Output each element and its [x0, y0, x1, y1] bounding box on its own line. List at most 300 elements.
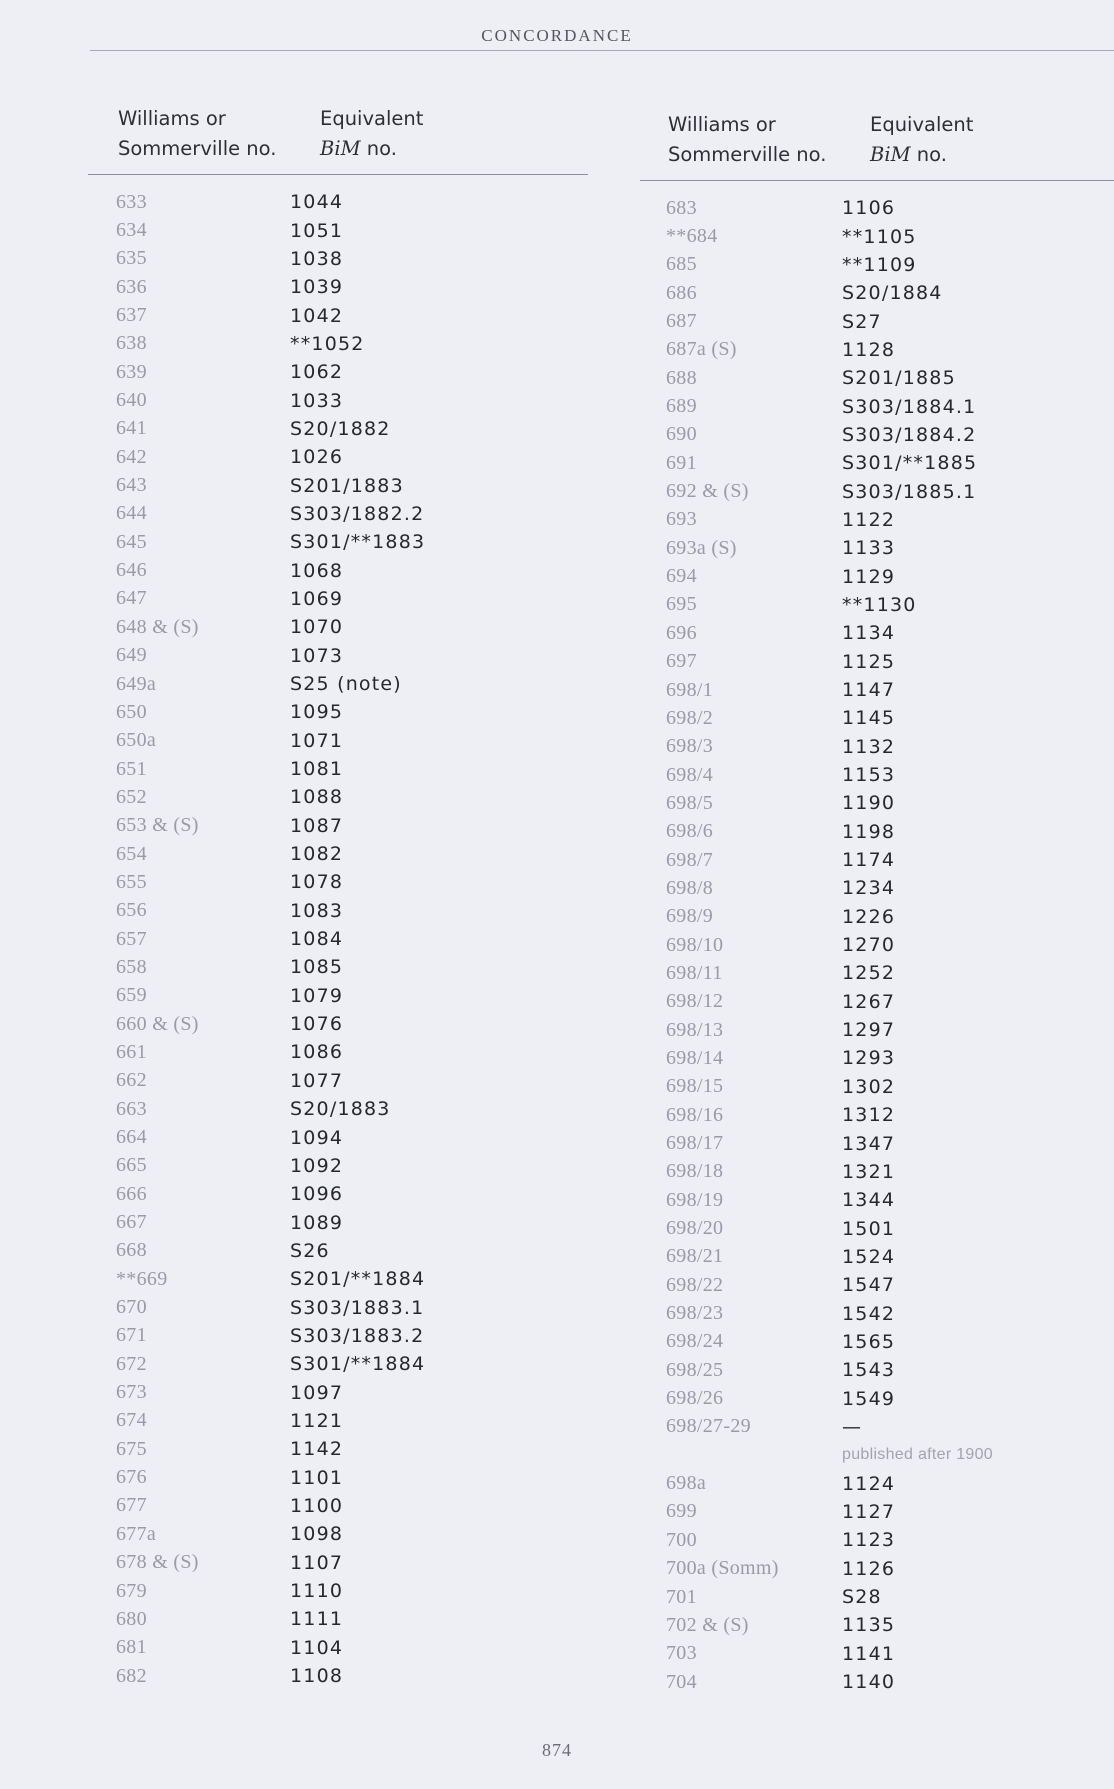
concordance-row — [640, 477, 1114, 505]
concordance-row — [88, 1577, 588, 1605]
williams-number: 651 — [116, 757, 147, 780]
concordance-row — [88, 1492, 588, 1520]
williams-number: 685 — [666, 253, 697, 276]
williams-number: 701 — [666, 1585, 697, 1608]
bim-number: 1039 — [290, 276, 344, 299]
concordance-row — [640, 506, 1114, 534]
bim-number: 1094 — [290, 1126, 344, 1149]
williams-number: 703 — [666, 1642, 697, 1665]
williams-number: 657 — [116, 927, 147, 950]
bim-number: S301/**1884 — [290, 1353, 426, 1376]
bim-number: 1108 — [290, 1665, 344, 1688]
concordance-row — [88, 1322, 588, 1350]
williams-number: 644 — [116, 502, 147, 525]
concordance-row — [88, 386, 588, 414]
williams-number: 654 — [116, 842, 147, 865]
williams-number: 698/22 — [666, 1273, 724, 1296]
williams-number: 698/1 — [666, 678, 714, 701]
concordance-row — [88, 953, 588, 981]
concordance-row — [640, 1129, 1114, 1157]
bim-number: 1190 — [842, 792, 896, 815]
williams-number: 694 — [666, 565, 697, 588]
williams-number: 692 & (S) — [666, 480, 749, 503]
concordance-row — [640, 648, 1114, 676]
bim-number: 1068 — [290, 559, 344, 582]
williams-number: 687a (S) — [666, 338, 737, 361]
bim-number: 1141 — [842, 1642, 896, 1665]
williams-number: 666 — [116, 1182, 147, 1205]
williams-number: 671 — [116, 1324, 147, 1347]
bim-number: 1142 — [290, 1438, 344, 1461]
williams-number: 693a (S) — [666, 536, 737, 559]
left-column — [88, 104, 588, 1690]
page-number: 874 — [542, 1740, 572, 1760]
williams-number: 637 — [116, 304, 147, 327]
left-rows — [88, 188, 588, 1690]
bim-number: 1133 — [842, 537, 896, 560]
bim-number: 1071 — [290, 729, 344, 752]
williams-number: 677 — [116, 1494, 147, 1517]
williams-number: 700a (Somm) — [666, 1557, 779, 1580]
bim-number: 1076 — [290, 1013, 344, 1036]
concordance-row — [88, 783, 588, 811]
williams-number: 686 — [666, 281, 697, 304]
bim-number: S303/1885.1 — [842, 480, 977, 503]
williams-number: 681 — [116, 1636, 147, 1659]
bim-number: 1101 — [290, 1466, 344, 1489]
williams-number: 661 — [116, 1040, 147, 1063]
williams-number: 649 — [116, 644, 147, 667]
bim-number: 1153 — [842, 764, 896, 787]
concordance-note — [640, 1441, 1114, 1469]
concordance-row — [640, 1158, 1114, 1186]
williams-number: 700 — [666, 1528, 697, 1551]
concordance-row — [640, 449, 1114, 477]
bim-number: 1234 — [842, 877, 896, 900]
concordance-row — [88, 188, 588, 216]
williams-number: 698a — [666, 1472, 707, 1495]
concordance-row — [640, 1044, 1114, 1072]
williams-number: 687 — [666, 310, 697, 333]
concordance-row — [88, 868, 588, 896]
williams-number: 698/24 — [666, 1330, 724, 1353]
williams-number: 662 — [116, 1069, 147, 1092]
williams-number: 698/23 — [666, 1302, 724, 1325]
bim-number: 1124 — [842, 1472, 896, 1495]
williams-number: 646 — [116, 559, 147, 582]
concordance-row — [88, 1265, 588, 1293]
williams-number: 670 — [116, 1296, 147, 1319]
williams-number: 673 — [116, 1381, 147, 1404]
bim-number: 1082 — [290, 843, 344, 866]
williams-header-line1: Williams or — [118, 107, 226, 130]
concordance-row — [88, 1067, 588, 1095]
concordance-row — [640, 1101, 1114, 1129]
concordance-row — [88, 1293, 588, 1321]
bim-number: 1501 — [842, 1217, 896, 1240]
williams-number: 691 — [666, 451, 697, 474]
concordance-row — [88, 1634, 588, 1662]
bim-number: 1302 — [842, 1075, 896, 1098]
williams-number: 698/4 — [666, 763, 714, 786]
williams-number: 698/9 — [666, 905, 714, 928]
bim-number: S201/**1884 — [290, 1268, 426, 1291]
bim-number: 1123 — [842, 1529, 896, 1552]
concordance-row — [88, 982, 588, 1010]
concordance-row — [88, 1605, 588, 1633]
williams-number: **669 — [116, 1267, 168, 1290]
bim-number: 1081 — [290, 758, 344, 781]
concordance-row — [88, 642, 588, 670]
bim-number: 1086 — [290, 1041, 344, 1064]
bim-number: 1096 — [290, 1183, 344, 1206]
williams-number: 678 & (S) — [116, 1551, 199, 1574]
bim-number: 1565 — [842, 1330, 896, 1353]
williams-number: 667 — [116, 1211, 147, 1234]
concordance-row — [88, 925, 588, 953]
bim-number: 1347 — [842, 1132, 896, 1155]
right-column — [640, 110, 1114, 1696]
williams-number: 702 & (S) — [666, 1613, 749, 1636]
concordance-row — [88, 812, 588, 840]
concordance-row — [88, 840, 588, 868]
bim-number: S201/1883 — [290, 474, 404, 497]
williams-number: 649a — [116, 672, 157, 695]
bim-number: 1079 — [290, 984, 344, 1007]
bim-number: 1198 — [842, 820, 896, 843]
williams-number: 698/16 — [666, 1103, 724, 1126]
concordance-row — [88, 585, 588, 613]
bim-number: 1069 — [290, 587, 344, 610]
concordance-row — [640, 421, 1114, 449]
concordance-row — [640, 307, 1114, 335]
bim-number: 1104 — [290, 1636, 344, 1659]
bim-number: S303/1883.1 — [290, 1296, 425, 1319]
bim-number: S26 — [290, 1239, 330, 1262]
concordance-row — [88, 1152, 588, 1180]
bim-number: 1070 — [290, 616, 344, 639]
right-rows — [640, 194, 1114, 1696]
bim-number: S303/1883.2 — [290, 1324, 425, 1347]
bim-number: S303/1882.2 — [290, 502, 425, 525]
williams-number: 682 — [116, 1664, 147, 1687]
williams-number: **684 — [666, 225, 718, 248]
williams-header-line2: Sommerville no. — [668, 143, 827, 166]
williams-header-line2: Sommerville no. — [118, 137, 277, 160]
bim-header-suffix: no. — [910, 143, 947, 166]
bim-number: 1042 — [290, 304, 344, 327]
concordance-row — [640, 1328, 1114, 1356]
williams-number: 650 — [116, 700, 147, 723]
williams-number: 698/7 — [666, 848, 714, 871]
concordance-row — [88, 1520, 588, 1548]
concordance-row — [88, 556, 588, 584]
bim-number: 1132 — [842, 735, 896, 758]
concordance-row — [640, 1555, 1114, 1583]
concordance-row — [88, 301, 588, 329]
bim-number: **1109 — [842, 253, 917, 276]
bim-number: **1105 — [842, 225, 917, 248]
bim-number: 1226 — [842, 905, 896, 928]
bim-number: 1087 — [290, 814, 344, 837]
concordance-row — [88, 1378, 588, 1406]
bim-number: **1130 — [842, 593, 917, 616]
bim-number: S301/**1883 — [290, 531, 426, 554]
bim-number: 1083 — [290, 899, 344, 922]
williams-number: 636 — [116, 275, 147, 298]
concordance-row — [88, 1463, 588, 1491]
concordance-row — [88, 1237, 588, 1265]
bim-number: 1321 — [842, 1160, 896, 1183]
williams-number: 698/18 — [666, 1160, 724, 1183]
bim-number: 1312 — [842, 1104, 896, 1127]
williams-number: 697 — [666, 650, 697, 673]
williams-number: 683 — [666, 196, 697, 219]
williams-number: 668 — [116, 1239, 147, 1262]
bim-number: 1110 — [290, 1580, 344, 1603]
left-column-header — [88, 104, 588, 164]
bim-number: 1297 — [842, 1019, 896, 1042]
bim-number: 1085 — [290, 956, 344, 979]
concordance-row — [88, 1095, 588, 1123]
williams-number: 698/10 — [666, 933, 724, 956]
williams-header — [88, 104, 320, 164]
bim-number: 1088 — [290, 786, 344, 809]
bim-number: 1128 — [842, 338, 896, 361]
williams-number: 645 — [116, 530, 147, 553]
concordance-row — [640, 931, 1114, 959]
concordance-row — [640, 988, 1114, 1016]
concordance-row — [640, 591, 1114, 619]
concordance-row — [88, 1010, 588, 1038]
bim-number: S27 — [842, 310, 882, 333]
concordance-row — [640, 619, 1114, 647]
bim-number: S25 (note) — [290, 673, 402, 696]
concordance-row — [640, 1243, 1114, 1271]
williams-number: 648 & (S) — [116, 615, 199, 638]
concordance-row — [88, 1549, 588, 1577]
bim-number: 1267 — [842, 990, 896, 1013]
bim-header-italic: BiM — [320, 137, 361, 160]
concordance-row — [640, 1356, 1114, 1384]
bim-number: 1293 — [842, 1047, 896, 1070]
concordance-row — [640, 846, 1114, 874]
bim-number: **1052 — [290, 332, 365, 355]
bim-number: 1062 — [290, 361, 344, 384]
concordance-row — [88, 727, 588, 755]
williams-number: 650a — [116, 729, 157, 752]
bim-number: 1543 — [842, 1359, 896, 1382]
concordance-row — [88, 1123, 588, 1151]
bim-number: S303/1884.2 — [842, 423, 977, 446]
williams-number: 698/15 — [666, 1075, 724, 1098]
concordance-row — [88, 1350, 588, 1378]
concordance-row — [640, 874, 1114, 902]
williams-number: 698/20 — [666, 1217, 724, 1240]
running-head-rule — [90, 50, 1114, 51]
concordance-row — [640, 1271, 1114, 1299]
williams-number: 698/14 — [666, 1046, 724, 1069]
concordance-row — [640, 279, 1114, 307]
williams-number: 674 — [116, 1409, 147, 1432]
concordance-row — [88, 330, 588, 358]
bim-number: 1089 — [290, 1211, 344, 1234]
williams-number: 638 — [116, 332, 147, 355]
bim-header-suffix: no. — [360, 137, 397, 160]
running-head: CONCORDANCE — [481, 26, 633, 45]
bim-header-line2 — [320, 134, 588, 164]
williams-number: 680 — [116, 1607, 147, 1630]
concordance-row — [640, 562, 1114, 590]
bim-number: 1033 — [290, 389, 344, 412]
concordance-row — [88, 1435, 588, 1463]
concordance-row — [640, 818, 1114, 846]
williams-number: 698/5 — [666, 791, 714, 814]
bim-number: 1051 — [290, 219, 344, 242]
concordance-row — [88, 415, 588, 443]
williams-number: 641 — [116, 417, 147, 440]
bim-number: 1106 — [842, 197, 896, 220]
concordance-row — [88, 755, 588, 783]
bim-number: 1252 — [842, 962, 896, 985]
concordance-row — [88, 698, 588, 726]
williams-number: 676 — [116, 1466, 147, 1489]
williams-number: 665 — [116, 1154, 147, 1177]
williams-number: 698/13 — [666, 1018, 724, 1041]
concordance-row — [88, 443, 588, 471]
bim-number: 1127 — [842, 1500, 896, 1523]
williams-number: 640 — [116, 389, 147, 412]
concordance-row — [640, 959, 1114, 987]
bim-number: 1073 — [290, 644, 344, 667]
bim-number: 1147 — [842, 679, 896, 702]
williams-number: 698/21 — [666, 1245, 724, 1268]
bim-number: 1092 — [290, 1154, 344, 1177]
bim-number: 1097 — [290, 1381, 344, 1404]
williams-number: 698/17 — [666, 1132, 724, 1155]
concordance-row — [640, 1186, 1114, 1214]
bim-number: 1126 — [842, 1557, 896, 1580]
bim-number: 1078 — [290, 871, 344, 894]
williams-number: 698/8 — [666, 876, 714, 899]
concordance-row — [640, 1469, 1114, 1497]
concordance-row — [88, 613, 588, 641]
bim-header-line2 — [870, 140, 1114, 170]
concordance-row — [640, 1384, 1114, 1412]
williams-number: 635 — [116, 247, 147, 270]
williams-number: 698/6 — [666, 820, 714, 843]
williams-number: 698/27-29 — [666, 1415, 751, 1438]
williams-number: 698/26 — [666, 1387, 724, 1410]
bim-number: 1270 — [842, 934, 896, 957]
concordance-row — [640, 676, 1114, 704]
bim-number: 1095 — [290, 701, 344, 724]
williams-number: 633 — [116, 190, 147, 213]
bim-number: 1542 — [842, 1302, 896, 1325]
bim-number: 1145 — [842, 707, 896, 730]
concordance-row — [640, 761, 1114, 789]
concordance-row — [640, 1611, 1114, 1639]
bim-number: 1107 — [290, 1551, 344, 1574]
concordance-row — [640, 1583, 1114, 1611]
bim-number: 1121 — [290, 1409, 344, 1432]
bim-number: S303/1884.1 — [842, 395, 977, 418]
bim-number: S201/1885 — [842, 367, 956, 390]
concordance-row — [88, 358, 588, 386]
williams-number: 652 — [116, 785, 147, 808]
bim-number: 1134 — [842, 622, 896, 645]
bim-number: 1111 — [290, 1608, 344, 1631]
williams-number: 698/25 — [666, 1358, 724, 1381]
bim-number: 1547 — [842, 1274, 896, 1297]
bim-number: 1038 — [290, 247, 344, 270]
williams-number: 663 — [116, 1097, 147, 1120]
concordance-row — [88, 1662, 588, 1690]
williams-number: 647 — [116, 587, 147, 610]
bim-number: 1549 — [842, 1387, 896, 1410]
bim-number: S20/1884 — [842, 282, 943, 305]
bim-number: 1135 — [842, 1614, 896, 1637]
williams-number: 642 — [116, 445, 147, 468]
concordance-row — [640, 733, 1114, 761]
bim-header-line1: Equivalent — [870, 113, 974, 136]
bim-number: 1044 — [290, 191, 344, 214]
bim-number: 1122 — [842, 508, 896, 531]
concordance-row — [88, 1038, 588, 1066]
concordance-row — [640, 789, 1114, 817]
bim-number: 1084 — [290, 928, 344, 951]
left-header-rule — [88, 174, 588, 175]
williams-number: 634 — [116, 219, 147, 242]
right-header-rule — [640, 180, 1114, 181]
williams-header — [640, 110, 870, 170]
bim-number: S20/1883 — [290, 1098, 391, 1121]
concordance-row — [640, 1413, 1114, 1441]
concordance-row — [640, 1526, 1114, 1554]
concordance-row — [640, 704, 1114, 732]
williams-number: 698/12 — [666, 990, 724, 1013]
concordance-row — [640, 1299, 1114, 1327]
williams-number: 698/19 — [666, 1188, 724, 1211]
williams-number: 679 — [116, 1579, 147, 1602]
concordance-row — [640, 1640, 1114, 1668]
concordance-row — [640, 1668, 1114, 1696]
bim-number: 1125 — [842, 650, 896, 673]
bim-number: S28 — [842, 1586, 882, 1609]
concordance-row — [640, 336, 1114, 364]
williams-number: 689 — [666, 395, 697, 418]
williams-number: 699 — [666, 1500, 697, 1523]
concordance-row — [88, 216, 588, 244]
concordance-row — [640, 251, 1114, 279]
williams-number: 639 — [116, 360, 147, 383]
concordance-row — [640, 903, 1114, 931]
concordance-row — [640, 1214, 1114, 1242]
williams-number: 675 — [116, 1437, 147, 1460]
williams-number: 656 — [116, 899, 147, 922]
concordance-row — [640, 1073, 1114, 1101]
williams-number: 704 — [666, 1670, 697, 1693]
concordance-row — [88, 897, 588, 925]
concordance-row — [640, 364, 1114, 392]
bim-header-italic: BiM — [870, 143, 911, 166]
williams-number: 693 — [666, 508, 697, 531]
concordance-row — [640, 534, 1114, 562]
williams-number: 658 — [116, 955, 147, 978]
williams-number: 660 & (S) — [116, 1012, 199, 1035]
williams-number: 672 — [116, 1352, 147, 1375]
right-column-header — [640, 110, 1114, 170]
